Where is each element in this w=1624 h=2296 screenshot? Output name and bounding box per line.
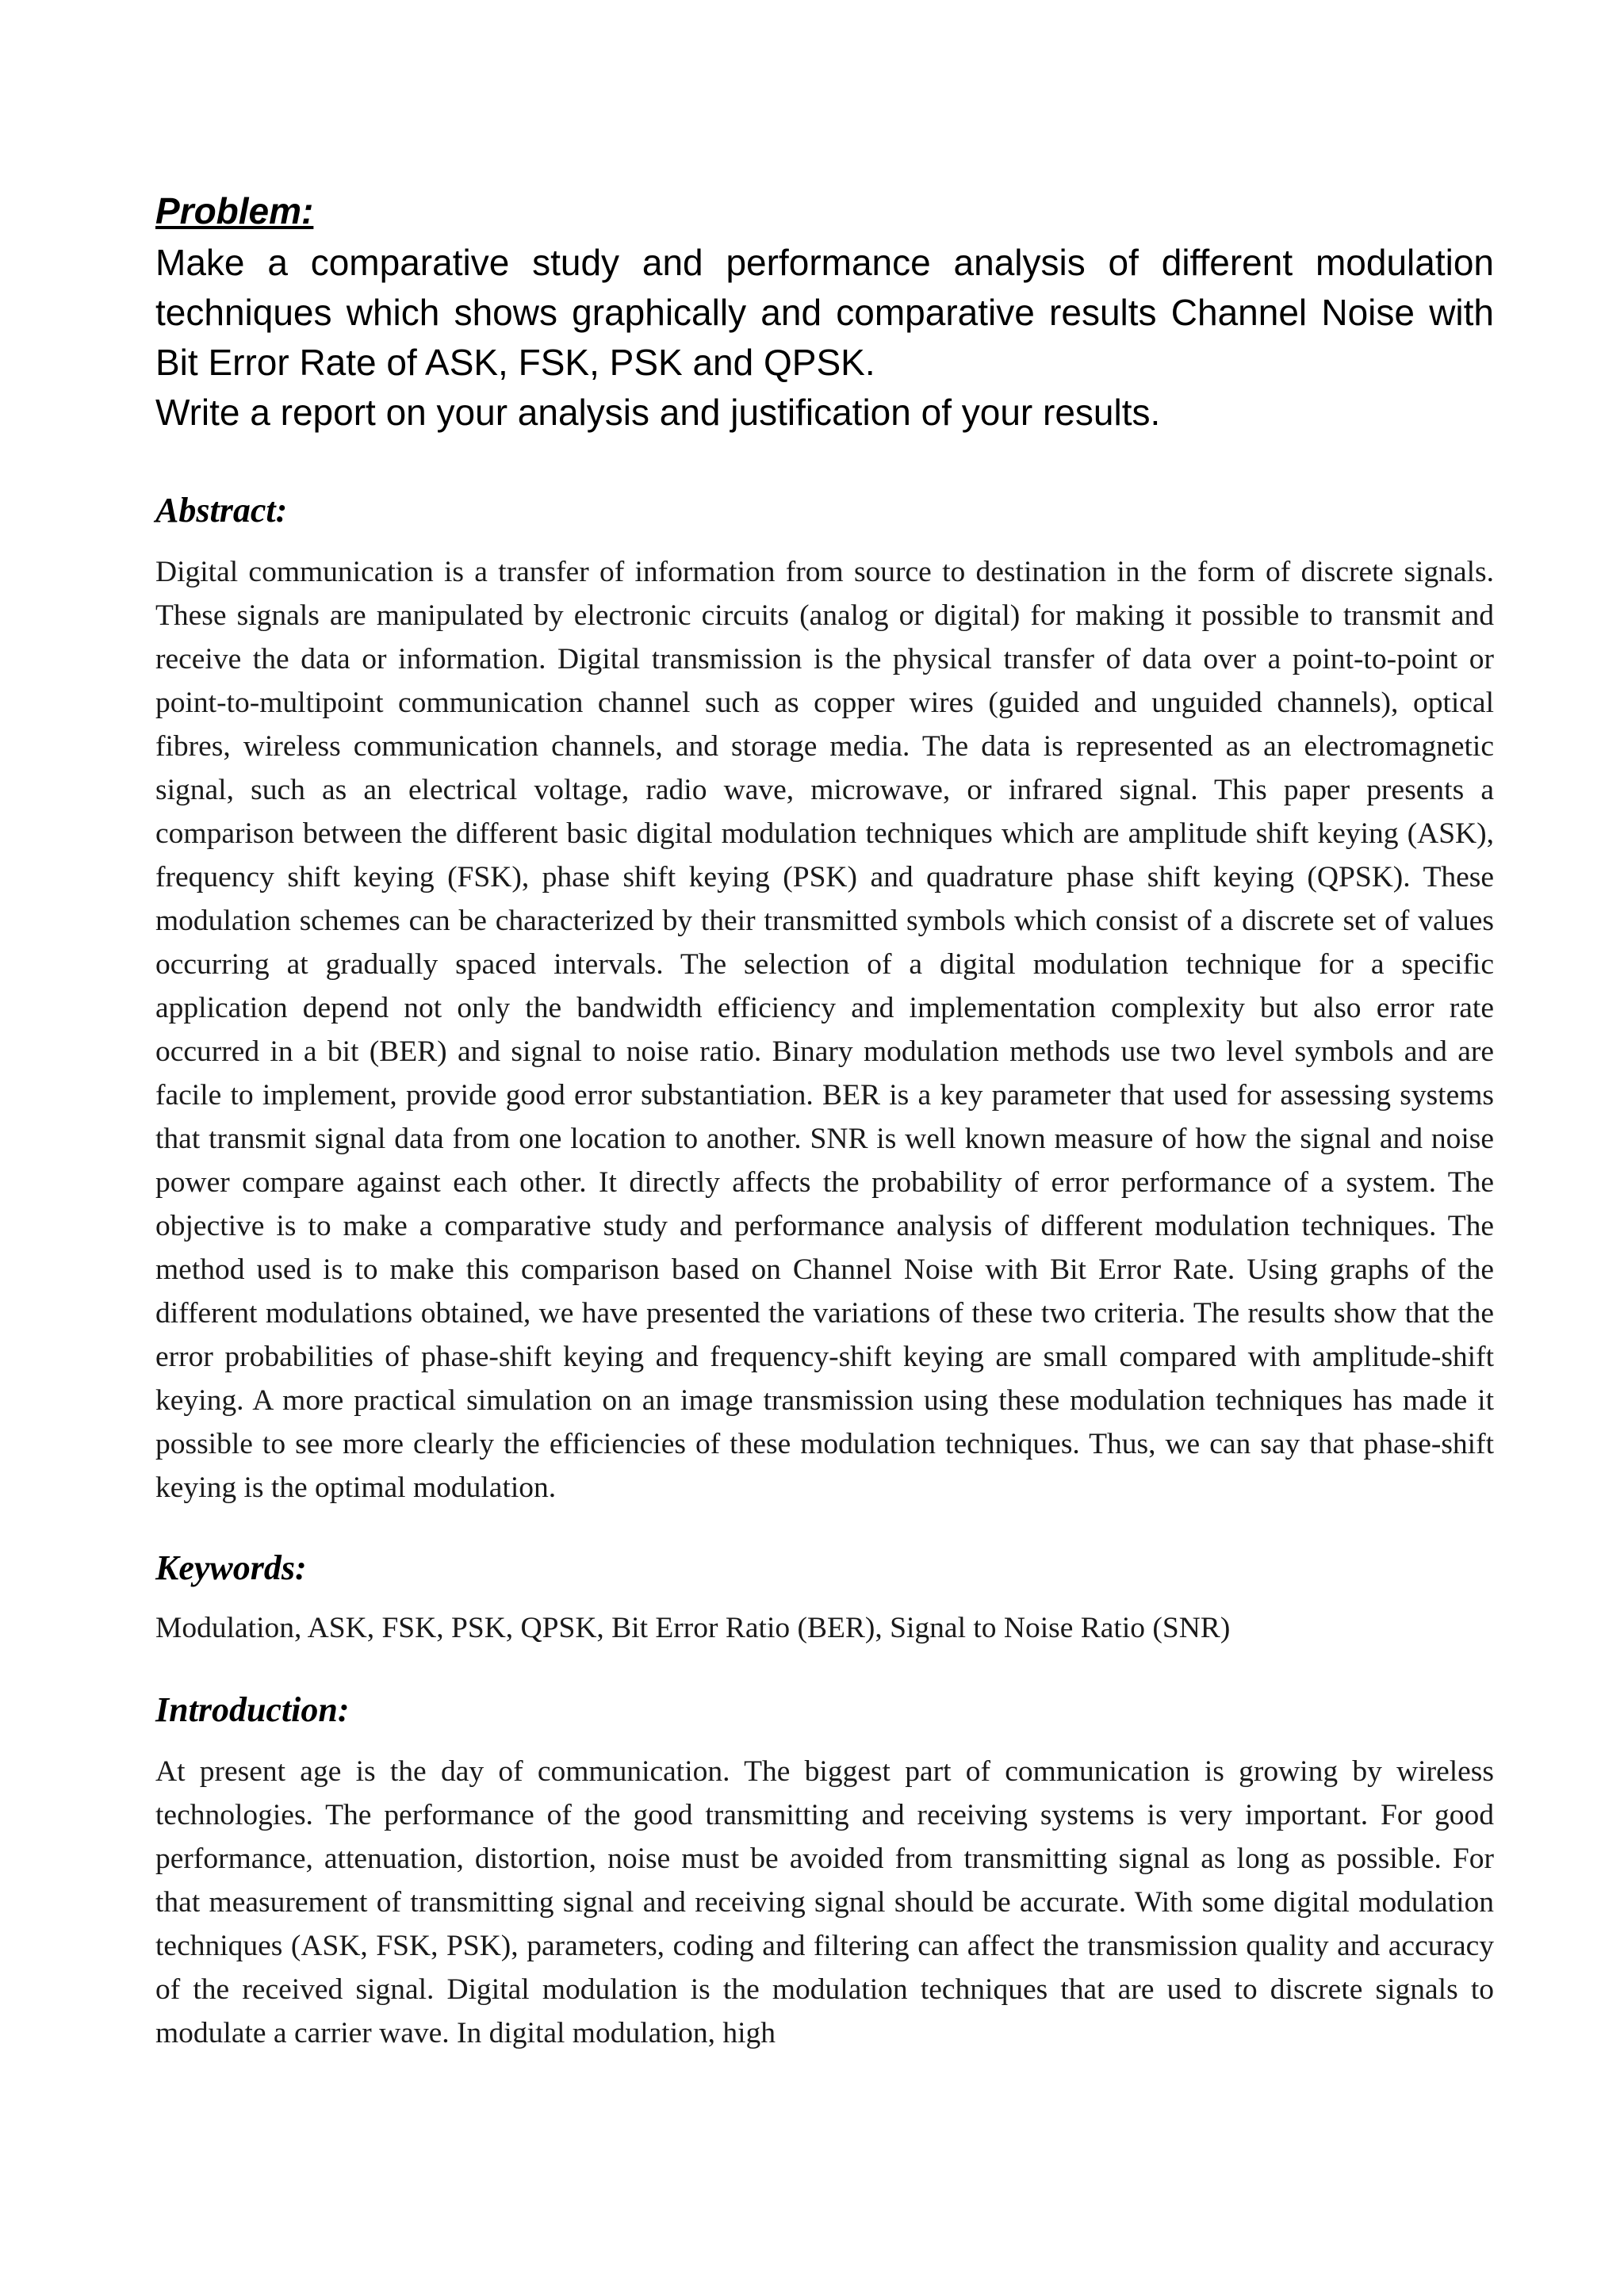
problem-statement: Make a comparative study and performance analysis of different modulation techniques which shows graphically and comparative results Channel Noise with Bit Error Rate of ASK, FSK, PSK and QPSK. [155,242,1494,383]
abstract-body: Digital communication is a transfer of information from source to destination in the form of discrete signals. These signals are manipulated by electronic circuits (analog or digital) for making it possible to transmit and receive the data or information. Digital transmission is the physical transfer of data over a point-to-point or point-to-multipoint communication channel such as copper wires (guided and unguided channels), optical fibres, wireless communication channels, and storage media. The data is represented as an electromagnetic signal, such as an electrical voltage, radio wave, microwave, or infrared signal. This paper presents a comparison between the different basic digital modulation techniques which are amplitude shift keying (ASK), frequency shift keying (FSK), phase shift keying (PSK) and quadrature phase shift keying (QPSK). These modulation schemes can be characterized by their transmitted symbols which consist of a discrete set of values occurring at gradually spaced intervals. The selection of a digital modulation technique for a specific application depend not only the bandwidth efficiency and implementation complexity but also error rate occurred in a bit (BER) and signal to noise ratio. Binary modulation methods use two level symbols and are facile to implement, provide good error substantiation. BER is a key parameter that used for assessing systems that transmit signal data from one location to another. SNR is well known measure of how the signal and noise power compare against each other. It directly affects the probability of error performance of a system. The objective is to make a comparative study and performance analysis of different modulation techniques. The method used is to make this comparison based on Channel Noise with Bit Error Rate. Using graphs of the different modulations obtained, we have presented the variations of these two criteria. The results show that the error probabilities of phase-shift keying and frequency-shift keying are small compared with amplitude-shift keying. A more practical simulation on an image transmission using these modulation techniques has made it possible to see more clearly the efficiencies of these modulation techniques. Thus, we can say that phase-shift keying is the optimal modulation. [155,556,1494,1504]
introduction-body: At present age is the day of communication. The biggest part of communication is growing by wireless technologies. The performance of the good transmitting and receiving systems is very important. For good performance, attenuation, distortion, noise must be avoided from transmitting signal as long as possible. For that measurement of transmitting signal and receiving signal should be accurate. With some digital modulation techniques (ASK, FSK, PSK), parameters, coding and filtering can affect the transmission quality and accuracy of the received signal. Digital modulation is the modulation techniques that are used to discrete signals to modulate a carrier wave. In digital modulation, high [155,1755,1494,2049]
keywords-heading: Keywords: [155,1548,307,1587]
introduction-heading: Introduction: [155,1690,350,1729]
problem-text [155,238,1494,438]
abstract-heading: Abstract: [155,491,288,530]
problem-instruction: Write a report on your analysis and justification of your results. [155,392,1161,433]
keywords-body: Modulation, ASK, FSK, PSK, QPSK, Bit Error Ratio (BER), Signal to Noise Ratio (SNR) [155,1612,1231,1644]
document-content [155,189,1494,2055]
problem-heading: Problem: [155,190,314,232]
